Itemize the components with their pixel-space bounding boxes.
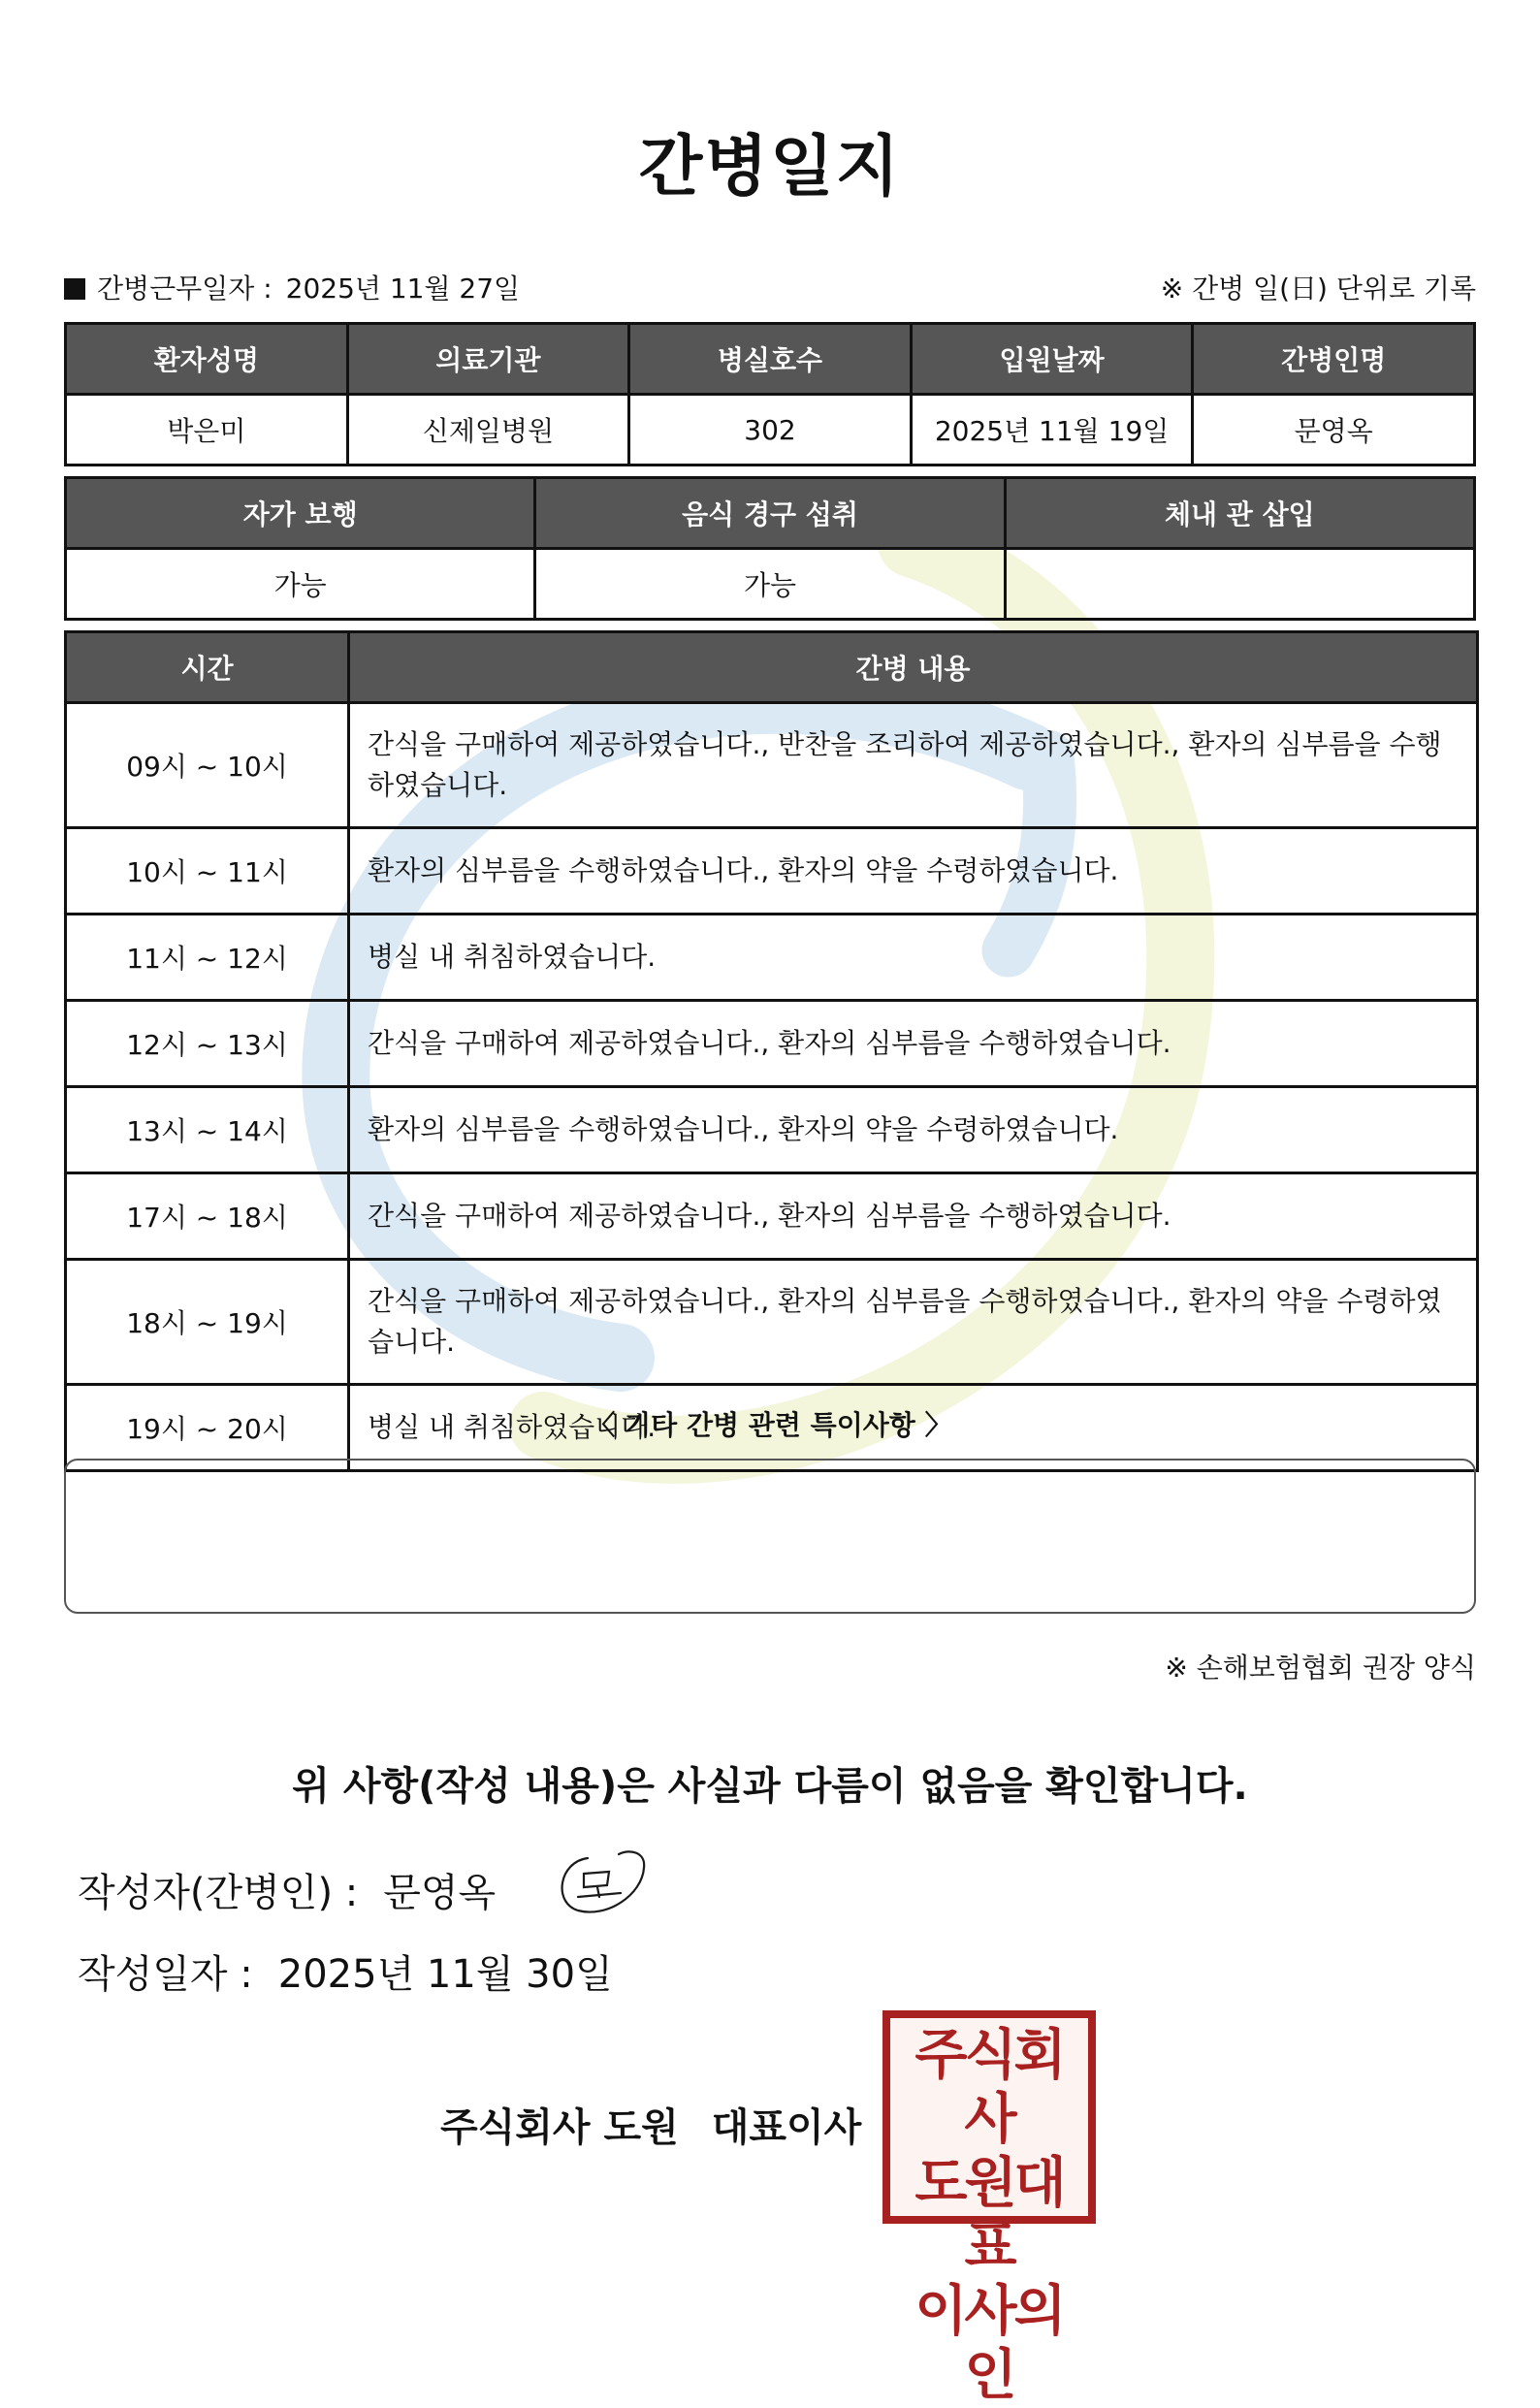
- writer-label: 작성자(간병인) :: [78, 1871, 359, 1915]
- header-room-number: 병실호수: [629, 324, 912, 395]
- table-row: [66, 828, 1478, 915]
- institution: 신제일병원: [347, 395, 629, 466]
- admission-date: 2025년 11월 19일: [911, 395, 1193, 466]
- seal-line: 도원대표: [914, 2152, 1064, 2279]
- header-self-walking: 자가 보행: [66, 478, 535, 549]
- patient-info-table: [64, 322, 1476, 466]
- log-content: 병실 내 취침하였습니다.: [349, 915, 1478, 1001]
- header-tube-insertion: 체내 관 삽입: [1005, 478, 1474, 549]
- black-square-icon: [64, 278, 85, 300]
- company-line: [440, 2097, 861, 2152]
- log-time: 17시 ~ 18시: [66, 1173, 349, 1260]
- oral-intake-value: 가능: [535, 549, 1005, 620]
- tube-insertion-value: [1005, 549, 1474, 620]
- table-row: [66, 549, 1475, 620]
- header-institution: 의료기관: [347, 324, 629, 395]
- special-notes-box: [64, 1459, 1476, 1614]
- table-row: [66, 915, 1478, 1001]
- company-name: 주식회사 도원: [440, 2105, 679, 2150]
- header-patient-name: 환자성명: [66, 324, 348, 395]
- header-caregiver-name: 간병인명: [1193, 324, 1475, 395]
- header-time: 시간: [66, 632, 349, 703]
- writer-name: 문영옥: [383, 1871, 497, 1915]
- log-time: 09시 ~ 10시: [66, 703, 349, 828]
- table-header-row: [66, 478, 1475, 549]
- seal-line: 이사의인: [914, 2280, 1064, 2407]
- table-row: [66, 1087, 1478, 1173]
- log-content: 간식을 구매하여 제공하였습니다., 환자의 심부름을 수행하였습니다.: [349, 1173, 1478, 1260]
- log-content: 간식을 구매하여 제공하였습니다., 환자의 심부름을 수행하였습니다., 환자의 약을 수령하였습니다.: [349, 1260, 1478, 1385]
- work-date-value: 2025년 11월 27일: [285, 273, 521, 305]
- work-date-label: 간병근무일자 :: [97, 273, 273, 305]
- log-time: 12시 ~ 13시: [66, 1001, 349, 1087]
- write-date-label: 작성일자 :: [78, 1952, 253, 1997]
- seal-line: 주식회사: [914, 2024, 1064, 2151]
- care-log-table: [64, 630, 1479, 1472]
- log-time: 13시 ~ 14시: [66, 1087, 349, 1173]
- log-content: 환자의 심부름을 수행하였습니다., 환자의 약을 수령하였습니다.: [349, 1087, 1478, 1173]
- table-header-row: [66, 632, 1478, 703]
- header-care-content: 간병 내용: [349, 632, 1478, 703]
- log-time: 11시 ~ 12시: [66, 915, 349, 1001]
- writer-line: [78, 1862, 496, 1917]
- write-date-value: 2025년 11월 30일: [277, 1952, 613, 1997]
- confirmation-statement: 위 사항(작성 내용)은 사실과 다름이 없음을 확인합니다.: [292, 1764, 1248, 1809]
- log-time: 10시 ~ 11시: [66, 828, 349, 915]
- table-row: [66, 703, 1478, 828]
- work-date-line: [64, 268, 520, 306]
- header-oral-intake: 음식 경구 섭취: [535, 478, 1005, 549]
- caregiver-name: 문영옥: [1193, 395, 1475, 466]
- room-number: 302: [629, 395, 912, 466]
- handwritten-signature: [549, 1839, 656, 1926]
- special-notes-label: 〈 기타 간병 관련 특이사항 〉: [588, 1409, 952, 1441]
- header-admission-date: 입원날짜: [911, 324, 1193, 395]
- representative-title: 대표이사: [711, 2105, 862, 2150]
- table-row: [66, 1260, 1478, 1385]
- self-walking-value: 가능: [66, 549, 535, 620]
- table-row: [66, 1173, 1478, 1260]
- log-content: 간식을 구매하여 제공하였습니다., 반찬을 조리하여 제공하였습니다., 환자의 심부름을 수행하였습니다.: [349, 703, 1478, 828]
- patient-name: 박은미: [66, 395, 348, 466]
- log-time: 18시 ~ 19시: [66, 1260, 349, 1385]
- table-row: [66, 1001, 1478, 1087]
- log-time: 19시 ~ 20시: [66, 1385, 349, 1471]
- write-date-line: [78, 1943, 613, 1999]
- table-header-row: [66, 324, 1475, 395]
- patient-status-table: [64, 476, 1476, 621]
- log-content: 환자의 심부름을 수행하였습니다., 환자의 약을 수령하였습니다.: [349, 828, 1478, 915]
- company-seal-stamp: [882, 2010, 1096, 2407]
- document-title: 간병일지: [638, 129, 902, 206]
- table-row: [66, 395, 1475, 466]
- log-content: 병실 내 취침하였습니다.: [349, 1385, 1478, 1471]
- form-note: ※ 손해보험협회 권장 양식: [1165, 1652, 1476, 1684]
- record-note: ※ 간병 일(日) 단위로 기록: [1160, 273, 1476, 305]
- log-content: 간식을 구매하여 제공하였습니다., 환자의 심부름을 수행하였습니다.: [349, 1001, 1478, 1087]
